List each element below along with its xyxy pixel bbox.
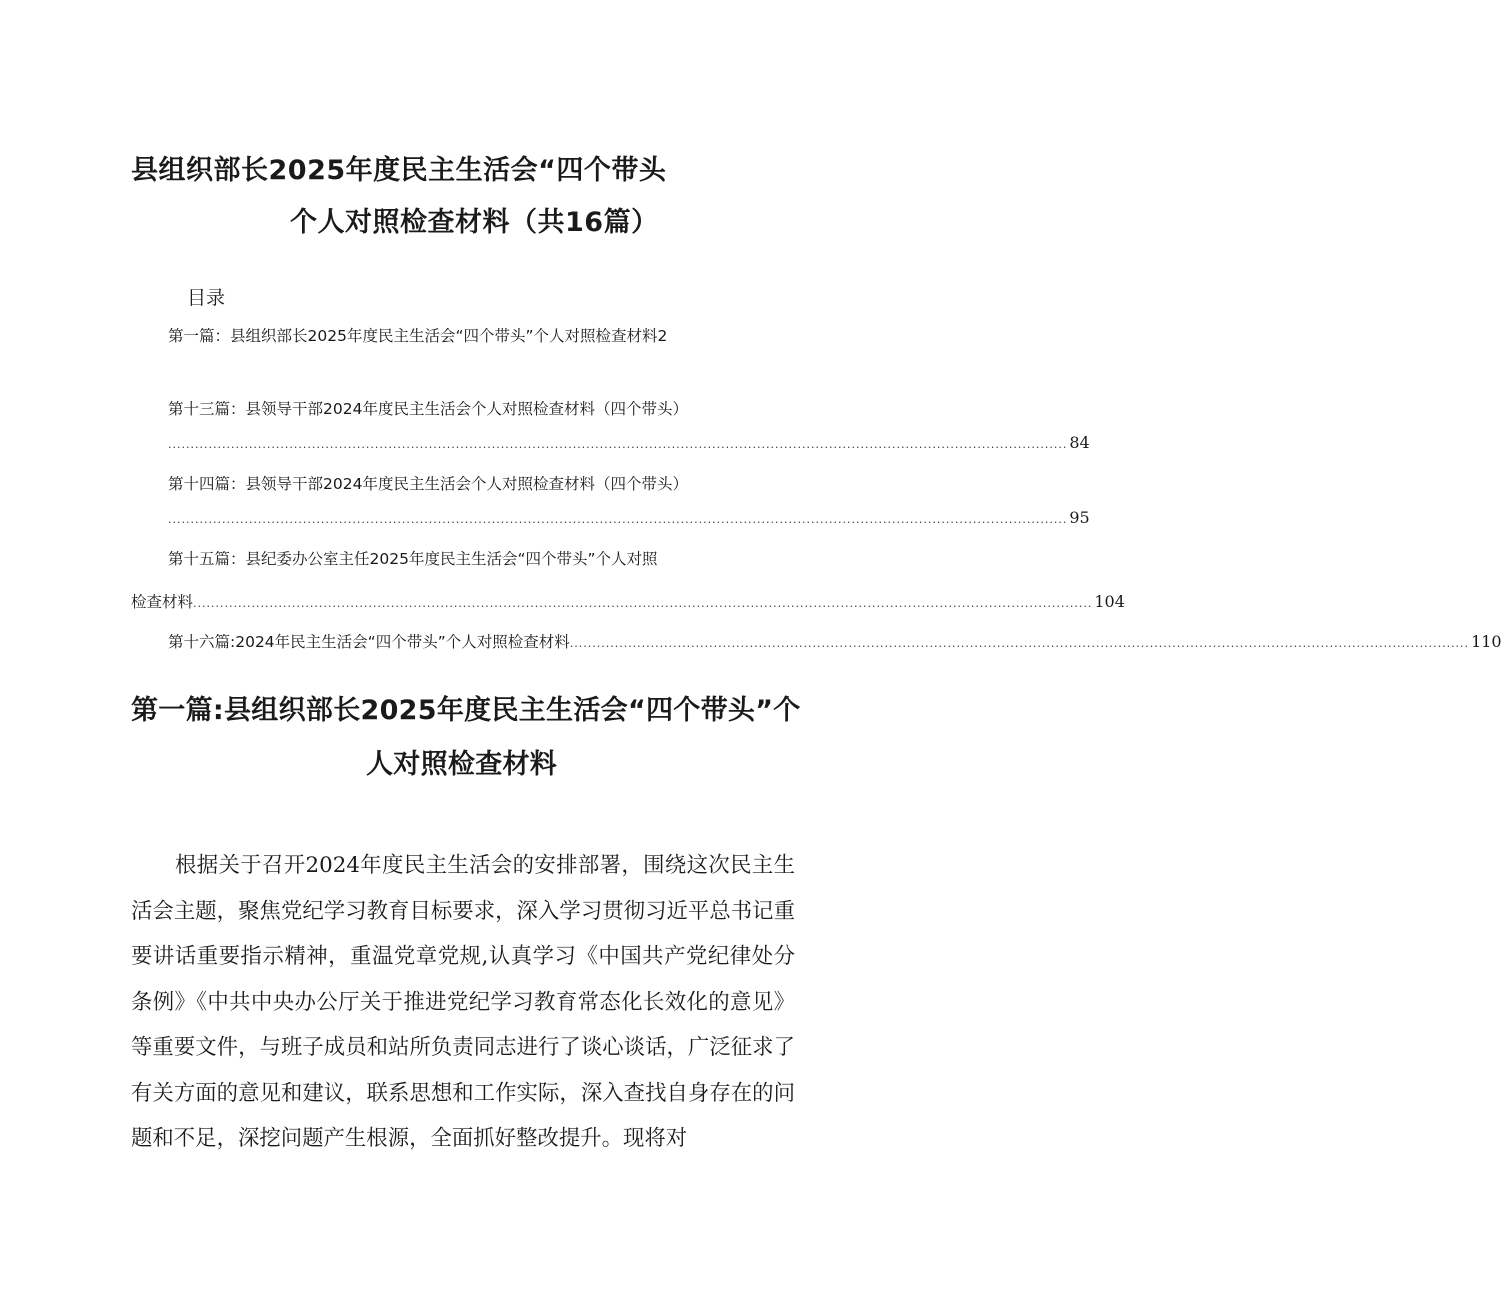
dot-leader: ........................................................................................................................................................................................................ (569, 637, 1470, 650)
toc-entry-14[interactable] (168, 472, 688, 494)
toc-entry-1[interactable] (168, 324, 667, 346)
toc-entry-13-text: 第十三篇：县领导干部2024年度民主生活会个人对照检查材料（四个带头） (168, 400, 688, 418)
section-title-line2: 人对照检查材料 (366, 749, 558, 780)
toc-entry-13-page: 84 (1069, 433, 1090, 452)
toc-entry-15-page: 104 (1094, 592, 1125, 611)
toc-entry-1-text: 第一篇：县组织部长2025年度民主生活会“四个带头”个人对照检查材料2 (168, 327, 668, 345)
toc-entry-16-text: 第十六篇:2024年民主生活会“四个带头”个人对照检查材料 (168, 633, 570, 651)
document-title-line1: 县组织部长2025年度民主生活会“四个带头 (131, 155, 667, 186)
toc-entry-15-text-line1: 第十五篇：县纪委办公室主任2025年度民主生活会“四个带头”个人对照 (168, 550, 658, 568)
dot-leader: ........................................................................................................................................................................................................ (193, 597, 1093, 610)
toc-entry-15-text-line2: 检查材料 (131, 593, 194, 611)
toc-entry-13[interactable] (168, 397, 688, 419)
toc-entry-14-text: 第十四篇：县领导干部2024年度民主生活会个人对照检查材料（四个带头） (168, 475, 688, 493)
body-paragraph: 根据关于召开2024年度民主生活会的安排部署，围绕这次民主生活会主题，聚焦党纪学习教育目标要求，深入学习贯彻习近平总书记重要讲话重要指示精神，重温党章党规,认真学习《中国共产党纪律处分条例》《中共中央办公厅关于推进党纪学习教育常态化长效化的意见》等重要文件，与班子成员和站所负责同志进行了谈心谈话，广泛征求了有关方面的意见和建议，联系思想和工作实际，深入查找自身存在的问题和不足，深挖问题产生根源，全面抓好整改提升。现将对 (131, 853, 795, 1151)
dot-leader: ........................................................................................................................................................................................................ (168, 513, 1068, 526)
toc-entry-13-leader-row (168, 433, 1090, 452)
toc-heading: 目录 (187, 287, 226, 309)
toc-entry-16[interactable] (168, 630, 1502, 652)
dot-leader: ........................................................................................................................................................................................................ (168, 438, 1068, 451)
toc-entry-14-page: 95 (1069, 508, 1090, 527)
document-title-line2: 个人对照检查材料（共16篇） (290, 207, 659, 238)
section-title-line1: 第一篇:县组织部长2025年度民主生活会“四个带头”个 (131, 695, 801, 726)
toc-entry-14-leader-row (168, 508, 1090, 527)
toc-entry-15[interactable] (168, 547, 658, 569)
toc-entry-16-page: 110 (1471, 632, 1502, 651)
toc-entry-15-leader-row (131, 590, 1125, 612)
